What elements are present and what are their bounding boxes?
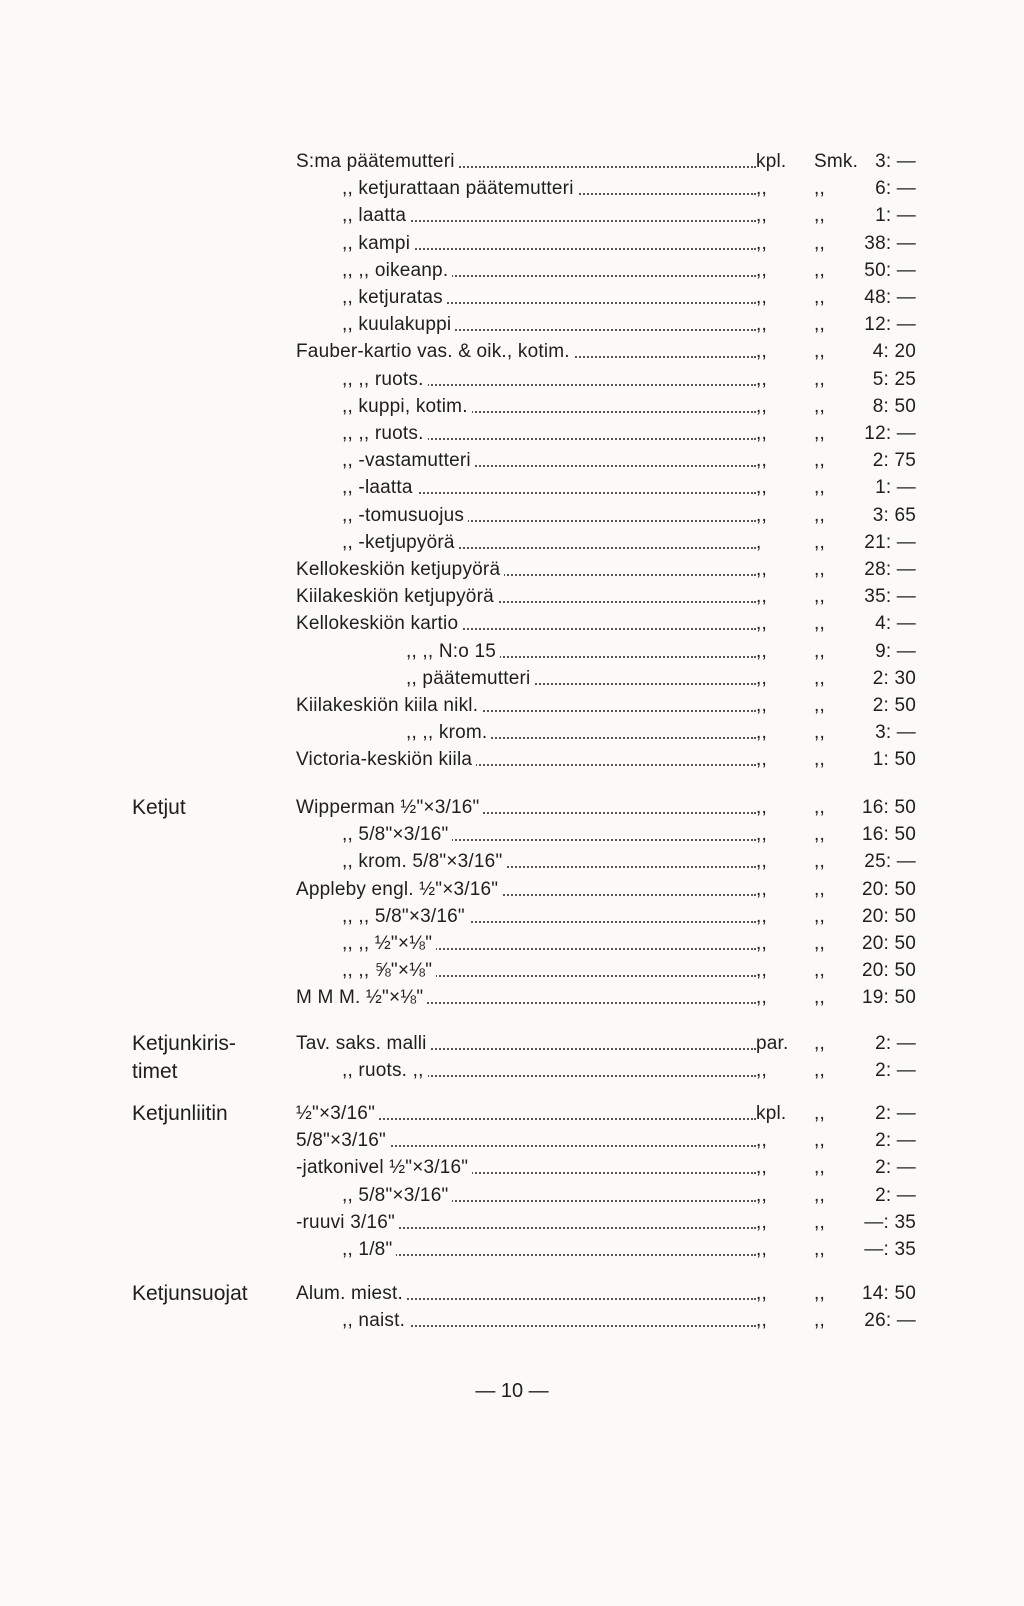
- currency-column: ,,: [814, 559, 825, 580]
- item-text: M M M. ½"×⅛": [296, 987, 427, 1008]
- item-description: [296, 529, 756, 557]
- currency-column: ,,: [814, 1033, 825, 1054]
- item-text: ,, 5/8"×3/16": [296, 1185, 452, 1206]
- item-text: Wipperman ½"×3/16": [296, 797, 483, 818]
- price-column: 2: —: [875, 1060, 916, 1082]
- item-text: ,, krom. 5/8"×3/16": [296, 851, 506, 872]
- item-description: [296, 230, 756, 258]
- currency-column: ,,: [814, 1157, 825, 1179]
- price-column: 20: 50: [861, 960, 916, 982]
- price-row: [296, 794, 936, 822]
- item-description: [296, 1030, 756, 1058]
- price-column: 26: —: [864, 1310, 916, 1332]
- item-text: ,, ruots. ,,: [296, 1060, 428, 1081]
- item-text: ,, laatta: [296, 205, 410, 226]
- unit-column: ,,: [756, 640, 767, 662]
- price-row: [296, 984, 936, 1012]
- unit-column: ,,: [756, 933, 767, 954]
- item-text: ,, ,, ⅝"×⅛": [296, 960, 436, 981]
- unit-column: kpl.: [756, 151, 787, 172]
- currency-column: ,,: [814, 878, 825, 900]
- currency-column: ,,: [814, 613, 825, 635]
- unit-column: ,,: [756, 259, 767, 281]
- unit-column: ,,: [756, 1184, 767, 1206]
- item-description: [296, 848, 756, 876]
- price-column: 2: —: [875, 1130, 916, 1152]
- item-text: Kiilakeskiön kiila nikl.: [296, 695, 482, 716]
- item-description: [296, 583, 756, 611]
- item-description: [296, 202, 756, 230]
- price-column: 48: —: [864, 287, 916, 308]
- unit-column: ,,: [756, 851, 767, 873]
- currency-column: ,,: [814, 531, 825, 553]
- item-description: [296, 474, 756, 502]
- unit-column: ,,: [756, 1211, 767, 1233]
- price-row: [296, 821, 936, 849]
- price-column: 3: —: [875, 151, 916, 172]
- item-description: [296, 984, 756, 1012]
- price-section: [0, 148, 1024, 784]
- item-description: [296, 1057, 756, 1085]
- item-text: Kiilakeskiön ketjupyörä: [296, 586, 498, 607]
- item-description: [296, 957, 756, 985]
- price-column: 3: —: [875, 722, 916, 744]
- item-description: [296, 610, 756, 638]
- item-text: Kellokeskiön kartio: [296, 613, 462, 634]
- section-label: Ketjunkiris- timet: [132, 1032, 236, 1083]
- price-section: [0, 1030, 1024, 1094]
- item-description: [296, 821, 756, 849]
- currency-column: ,,: [814, 695, 825, 716]
- price-column: 1: —: [875, 477, 916, 499]
- price-row: [296, 1154, 936, 1182]
- section-label: Ketjunliitin: [132, 1102, 228, 1125]
- currency-column: ,,: [814, 259, 825, 281]
- unit-column: ,,: [756, 287, 767, 308]
- item-text: Fauber-kartio vas. & oik., kotim.: [296, 341, 574, 362]
- price-row: [296, 665, 936, 693]
- item-description: [296, 502, 756, 530]
- currency-column: ,,: [814, 287, 825, 308]
- price-section: [0, 794, 1024, 1022]
- unit-column: ,,: [756, 341, 767, 363]
- currency-column: ,,: [814, 722, 825, 744]
- price-row: [296, 257, 936, 285]
- item-description: [296, 665, 756, 693]
- unit-column: ,,: [756, 749, 767, 771]
- item-text: ,, ,, ruots.: [296, 423, 428, 444]
- currency-column: ,,: [814, 1184, 825, 1206]
- price-column: 1: 50: [872, 749, 916, 771]
- item-text: ,, 5/8"×3/16": [296, 824, 452, 845]
- price-column: —: 35: [864, 1239, 916, 1260]
- unit-column: ,,: [756, 1130, 767, 1152]
- price-column: 4: 20: [872, 341, 916, 363]
- item-description: [296, 1236, 756, 1264]
- price-row: [296, 1307, 936, 1335]
- currency-column: ,,: [814, 1310, 825, 1332]
- price-column: 2: 75: [872, 450, 916, 472]
- price-row: [296, 202, 936, 230]
- item-description: [296, 284, 756, 312]
- item-text: ,, ,, krom.: [296, 722, 491, 743]
- currency-column: ,,: [814, 205, 825, 227]
- currency-column: ,,: [814, 178, 825, 200]
- price-row: [296, 1100, 936, 1128]
- item-text: Appleby engl. ½"×3/16": [296, 879, 502, 900]
- currency-column: ,,: [814, 395, 825, 417]
- item-description: [296, 1154, 756, 1182]
- price-row: [296, 957, 936, 985]
- price-column: 16: 50: [861, 797, 916, 818]
- unit-column: ,,: [756, 722, 767, 744]
- item-description: [296, 175, 756, 203]
- price-column: 50: —: [864, 259, 916, 281]
- unit-column: ,,: [756, 905, 767, 927]
- item-text: ,, ,, N:o 15: [296, 641, 500, 662]
- unit-column: kpl.: [756, 1103, 787, 1124]
- price-row: [296, 583, 936, 611]
- item-description: [296, 148, 756, 176]
- item-description: [296, 1182, 756, 1210]
- item-text: ,, ,, 5/8"×3/16": [296, 906, 469, 927]
- currency-column: ,,: [814, 987, 825, 1009]
- price-row: [296, 1182, 936, 1210]
- price-column: 35: —: [864, 586, 916, 608]
- currency-column: ,,: [814, 368, 825, 390]
- price-row: [296, 393, 936, 421]
- currency-column: ,,: [814, 640, 825, 662]
- price-row: [296, 366, 936, 394]
- item-text: ,, päätemutteri: [296, 668, 534, 689]
- price-row: [296, 1030, 936, 1058]
- item-text: ,, -tomusuojus: [296, 505, 468, 526]
- item-text: Victoria-keskiön kiila: [296, 749, 476, 770]
- item-text: ,, ,, ruots.: [296, 369, 428, 390]
- price-row: [296, 746, 936, 774]
- price-row: [296, 692, 936, 720]
- price-row: [296, 230, 936, 258]
- currency-column: ,,: [814, 504, 825, 526]
- price-column: 19: 50: [861, 987, 916, 1009]
- item-description: [296, 338, 756, 366]
- item-description: [296, 1209, 756, 1237]
- price-column: 2: —: [875, 1184, 916, 1206]
- unit-column: ,,: [756, 613, 767, 635]
- unit-column: ,,: [756, 423, 767, 444]
- item-description: [296, 393, 756, 421]
- price-column: 20: 50: [861, 905, 916, 927]
- price-row: [296, 719, 936, 747]
- price-column: 6: —: [875, 178, 916, 200]
- price-row: [296, 1209, 936, 1237]
- currency-column: Smk.: [814, 151, 859, 172]
- unit-column: ,,: [756, 797, 767, 818]
- item-text: ,, ,, ½"×⅛": [296, 933, 436, 954]
- item-description: [296, 692, 756, 720]
- item-description: [296, 719, 756, 747]
- unit-column: ,,: [756, 987, 767, 1009]
- price-column: —: 35: [864, 1211, 916, 1233]
- unit-column: ,,: [756, 1310, 767, 1332]
- item-text: ½"×3/16": [296, 1103, 379, 1124]
- unit-column: ,,: [756, 1283, 767, 1304]
- price-column: 20: 50: [861, 878, 916, 900]
- unit-column: ,,: [756, 450, 767, 472]
- item-description: [296, 1307, 756, 1335]
- price-row: [296, 311, 936, 339]
- currency-column: ,,: [814, 1283, 825, 1304]
- item-description: [296, 876, 756, 904]
- unit-column: ,: [756, 531, 762, 553]
- price-column: 2: 30: [872, 667, 916, 689]
- price-row: [296, 876, 936, 904]
- currency-column: ,,: [814, 667, 825, 689]
- item-description: [296, 366, 756, 394]
- unit-column: ,,: [756, 695, 767, 716]
- item-text: ,, ketjurattaan päätemutteri: [296, 178, 578, 199]
- item-text: ,, kampi: [296, 233, 414, 254]
- currency-column: ,,: [814, 1103, 825, 1124]
- price-row: [296, 420, 936, 448]
- price-row: [296, 284, 936, 312]
- price-row: [296, 638, 936, 666]
- price-column: 25: —: [864, 851, 916, 873]
- item-text: ,, -vastamutteri: [296, 450, 475, 471]
- currency-column: ,,: [814, 314, 825, 336]
- price-column: 14: 50: [861, 1283, 916, 1304]
- currency-column: ,,: [814, 797, 825, 818]
- item-text: ,, -laatta: [296, 477, 417, 498]
- price-section: [0, 1100, 1024, 1273]
- price-column: 9: —: [875, 640, 916, 662]
- currency-column: ,,: [814, 477, 825, 499]
- item-text: ,, ketjuratas: [296, 287, 447, 308]
- item-description: [296, 556, 756, 584]
- price-row: [296, 502, 936, 530]
- unit-column: ,,: [756, 824, 767, 846]
- price-row: [296, 447, 936, 475]
- price-column: 1: —: [875, 205, 916, 227]
- item-description: [296, 257, 756, 285]
- item-text: ,, 1/8": [296, 1239, 396, 1260]
- item-text: -ruuvi 3/16": [296, 1212, 399, 1233]
- price-row: [296, 1127, 936, 1155]
- item-description: [296, 447, 756, 475]
- price-column: 2: —: [875, 1103, 916, 1124]
- item-text: Kellokeskiön ketjupyörä: [296, 559, 504, 580]
- unit-column: ,,: [756, 368, 767, 390]
- currency-column: ,,: [814, 1130, 825, 1152]
- price-row: [296, 1236, 936, 1264]
- price-row: [296, 1280, 936, 1308]
- currency-column: ,,: [814, 1060, 825, 1082]
- price-column: 2: —: [875, 1033, 916, 1054]
- item-text: ,, -ketjupyörä: [296, 532, 459, 553]
- unit-column: ,,: [756, 504, 767, 526]
- item-text: ,, naist.: [296, 1310, 409, 1331]
- price-row: [296, 610, 936, 638]
- section-label: Ketjunsuojat: [132, 1282, 248, 1305]
- unit-column: ,,: [756, 477, 767, 499]
- price-column: 38: —: [864, 232, 916, 254]
- unit-column: ,,: [756, 960, 767, 982]
- currency-column: ,,: [814, 1211, 825, 1233]
- item-description: [296, 930, 756, 958]
- unit-column: ,,: [756, 178, 767, 200]
- price-section: [0, 1280, 1024, 1344]
- item-description: [296, 420, 756, 448]
- price-column: 21: —: [864, 531, 916, 553]
- price-column: 20: 50: [861, 933, 916, 954]
- price-column: 2: 50: [872, 695, 916, 716]
- currency-column: ,,: [814, 586, 825, 608]
- item-description: [296, 638, 756, 666]
- price-column: 8: 50: [872, 395, 916, 417]
- price-column: 12: —: [864, 314, 916, 336]
- unit-column: ,,: [756, 395, 767, 417]
- price-row: [296, 529, 936, 557]
- price-column: 3: 65: [872, 504, 916, 526]
- item-description: [296, 903, 756, 931]
- price-row: [296, 903, 936, 931]
- currency-column: ,,: [814, 232, 825, 254]
- unit-column: ,,: [756, 1060, 767, 1082]
- page-number: — 10 —: [475, 1380, 549, 1402]
- unit-column: ,,: [756, 314, 767, 336]
- unit-column: ,,: [756, 205, 767, 227]
- price-column: 5: 25: [872, 368, 916, 390]
- item-description: [296, 1127, 756, 1155]
- unit-column: ,,: [756, 667, 767, 689]
- price-row: [296, 930, 936, 958]
- item-description: [296, 794, 756, 822]
- price-row: [296, 148, 936, 176]
- item-description: [296, 1100, 756, 1128]
- price-column: 2: —: [875, 1157, 916, 1179]
- currency-column: ,,: [814, 423, 825, 444]
- price-row: [296, 556, 936, 584]
- item-text: ,, ,, oikeanp.: [296, 260, 452, 281]
- unit-column: ,,: [756, 586, 767, 608]
- unit-column: ,,: [756, 1157, 767, 1179]
- item-text: ,, kuppi, kotim.: [296, 396, 472, 417]
- currency-column: ,,: [814, 960, 825, 982]
- unit-column: ,,: [756, 559, 767, 580]
- item-text: ,, kuulakuppi: [296, 314, 455, 335]
- currency-column: ,,: [814, 851, 825, 873]
- item-description: [296, 1280, 756, 1308]
- price-column: 28: —: [864, 559, 916, 580]
- currency-column: ,,: [814, 1239, 825, 1260]
- unit-column: ,,: [756, 1239, 767, 1260]
- unit-column: ,,: [756, 232, 767, 254]
- price-column: 16: 50: [861, 824, 916, 846]
- item-text: Tav. saks. malli: [296, 1033, 431, 1054]
- currency-column: ,,: [814, 824, 825, 846]
- item-text: 5/8"×3/16": [296, 1130, 390, 1151]
- price-row: [296, 1057, 936, 1085]
- price-row: [296, 175, 936, 203]
- currency-column: ,,: [814, 450, 825, 472]
- currency-column: ,,: [814, 341, 825, 363]
- unit-column: par.: [756, 1033, 789, 1054]
- price-row: [296, 338, 936, 366]
- price-column: 4: —: [875, 613, 916, 635]
- item-text: S:ma päätemutteri: [296, 151, 459, 172]
- price-row: [296, 848, 936, 876]
- item-description: [296, 746, 756, 774]
- price-column: 12: —: [864, 423, 916, 444]
- item-text: -jatkonivel ½"×3/16": [296, 1157, 472, 1178]
- unit-column: ,,: [756, 878, 767, 900]
- item-text: Alum. miest.: [296, 1283, 407, 1304]
- item-description: [296, 311, 756, 339]
- currency-column: ,,: [814, 749, 825, 771]
- section-label: Ketjut: [132, 796, 186, 819]
- currency-column: ,,: [814, 933, 825, 954]
- price-row: [296, 474, 936, 502]
- currency-column: ,,: [814, 905, 825, 927]
